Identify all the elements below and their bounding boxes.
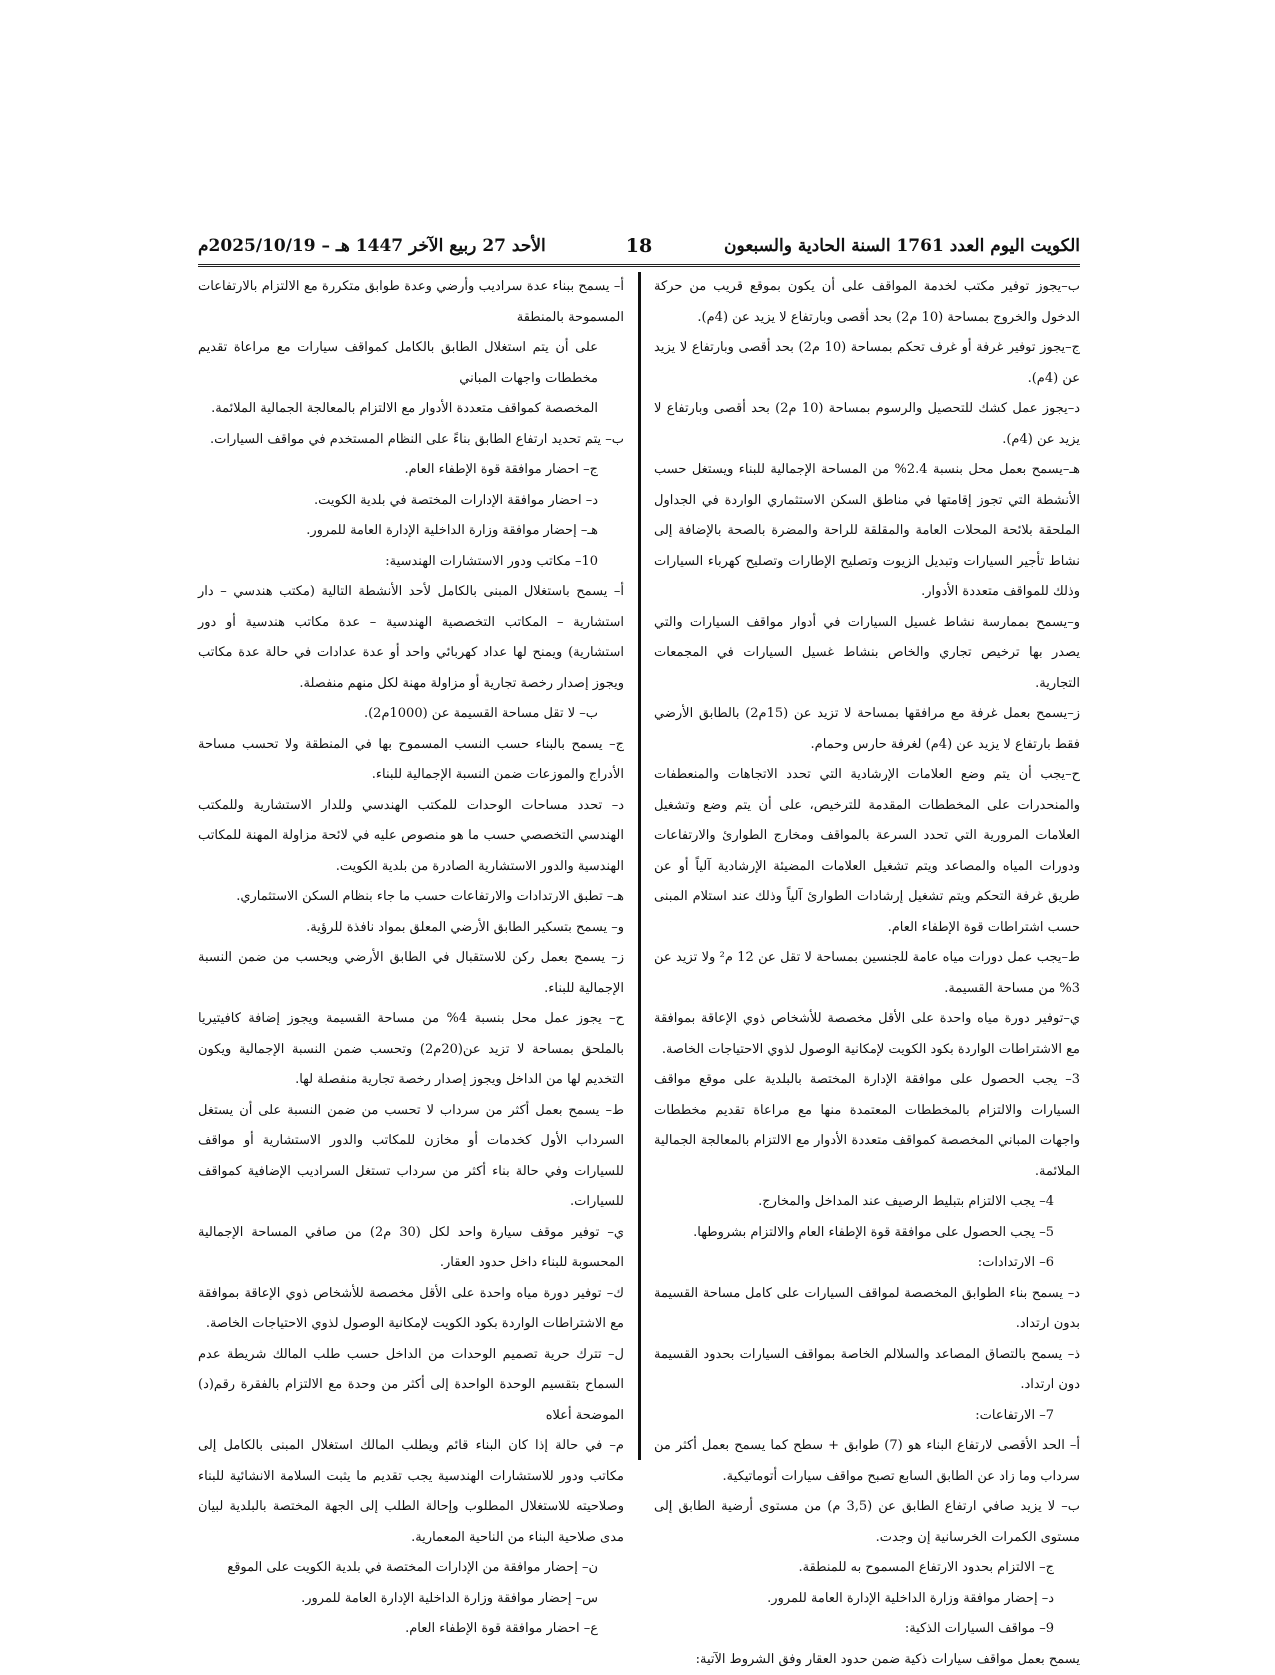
- gazette-issue: الكويت اليوم العدد 1761 السنة الحادية والسبعون: [700, 236, 1080, 256]
- paragraph: يسمح بعمل مواقف سيارات ذكية ضمن حدود العقار وفق الشروط الآتية:: [654, 1645, 1080, 1675]
- paragraph: و–يسمح بممارسة نشاط غسيل السيارات في أدوار مواقف السيارات والتي يصدر بها ترخيص تجاري والخاص بنشاط غسيل السيارات في المجمعات التجارية.: [654, 608, 1080, 700]
- paragraph: ل– تترك حرية تصميم الوحدات من الداخل حسب طلب المالك شريطة عدم السماح بتقسيم الوحدة الواحدة إلى أكثر من وحدة مع الالتزام بالفقرة رقم(د) الموضحة أعلاه: [198, 1340, 624, 1432]
- paragraph: أ– الحد الأقصى لارتفاع البناء هو (7) طوابق + سطح كما يسمح بعمل أكثر من سرداب وما زاد عن الطابق السابع تصبح مواقف سيارات أتوماتيكية.: [654, 1431, 1080, 1492]
- column-divider: [638, 272, 641, 1460]
- paragraph: ب– لا يزيد صافي ارتفاع الطابق عن (3,5 م) من مستوى أرضية الطابق إلى مستوى الكمرات الخرسانية إن وجدت.: [654, 1492, 1080, 1553]
- paragraph: ب–يجوز توفير مكتب لخدمة المواقف على أن يكون بموقع قريب من حركة الدخول والخروج بمساحة (10 م2) بحد أقصى وبارتفاع لا يزيد عن (4م).: [654, 272, 1080, 333]
- paragraph: ز–يسمح بعمل غرفة مع مرافقها بمساحة لا تزيد عن (15م2) بالطابق الأرضي فقط بارتفاع لا يزيد عن (4م) لغرفة حارس وحمام.: [654, 699, 1080, 760]
- paragraph: ب– يتم تحديد ارتفاع الطابق بناءً على النظام المستخدم في مواقف السيارات.: [198, 425, 624, 456]
- page-number: 18: [626, 235, 652, 257]
- left-column: [198, 272, 624, 1462]
- paragraph: م– في حالة إذا كان البناء قائم ويطلب المالك استغلال المبنى بالكامل إلى مكاتب ودور للاستشارات الهندسية يجب تقديم ما يثبت السلامة الانشائية للبناء وصلاحيته للاستغلال المطلوب وإحالة الطلب إلى الجهة المختصة بالبلدية لبيان مدى صلاحية البناء من الناحية المعمارية.: [198, 1431, 624, 1553]
- paragraph: ج– يسمح بالبناء حسب النسب المسموح بها في المنطقة ولا تحسب مساحة الأدراج والموزعات ضمن النسبة الإجمالية للبناء.: [198, 730, 624, 791]
- paragraph: ي–توفير دورة مياه واحدة على الأقل مخصصة للأشخاص ذوي الإعاقة بموافقة مع الاشتراطات الواردة بكود الكويت لإمكانية الوصول لذوي الاحتياجات الخاصة.: [654, 1004, 1080, 1065]
- paragraph: 3– يجب الحصول على موافقة الإدارة المختصة بالبلدية على موقع مواقف السيارات والالتزام بالمخططات المعتمدة منها مع مراعاة تقديم مخططات واجهات المباني المخصصة كمواقف متعددة الأدوار مع الالتزام بالمعالجة الجمالية الملائمة.: [654, 1065, 1080, 1187]
- paragraph: ج–يجوز توفير غرفة أو غرف تحكم بمساحة (10 م2) بحد أقصى وبارتفاع لا يزيد عن (4م).: [654, 333, 1080, 394]
- paragraph: ز– يسمح بعمل ركن للاستقبال في الطابق الأرضي ويحسب من ضمن النسبة الإجمالية للبناء.: [198, 943, 624, 1004]
- paragraph: ط–يجب عمل دورات مياه عامة للجنسين بمساحة لا تقل عن 12 م² ولا تزيد عن 3% من مساحة القسيمة.: [654, 943, 1080, 1004]
- paragraph: و– يسمح بتسكير الطابق الأرضي المعلق بمواد نافذة للرؤية.: [198, 913, 624, 944]
- paragraph: 4– يجب الالتزام بتبليط الرصيف عند المداخل والمخارج.: [654, 1187, 1080, 1218]
- paragraph: د– احضار موافقة الإدارات المختصة في بلدية الكويت.: [198, 486, 624, 517]
- paragraph: ج– احضار موافقة قوة الإطفاء العام.: [198, 455, 624, 486]
- paragraph: ك– توفير دورة مياه واحدة على الأقل مخصصة للأشخاص ذوي الإعاقة بموافقة مع الاشتراطات الواردة بكود الكويت لإمكانية الوصول لذوي الاحتياجات الخاصة.: [198, 1279, 624, 1340]
- paragraph: هـ–يسمح بعمل محل بنسبة 2.4% من المساحة الإجمالية للبناء ويستغل حسب الأنشطة التي تجوز إقامتها في مناطق السكن الاستثماري الواردة في الجداول الملحقة بلائحة المحلات العامة والمقلقة للراحة والمضرة بالصحة بالإضافة إلى نشاط تأجير السيارات وتبديل الزيوت وتصليح الإطارات وتصليح كهرباء السيارات وذلك للمواقف متعددة الأدوار.: [654, 455, 1080, 608]
- paragraph: ن– إحضار موافقة من الإدارات المختصة في بلدية الكويت على الموقع: [198, 1553, 624, 1584]
- paragraph: س– إحضار موافقة وزارة الداخلية الإدارة العامة للمرور.: [198, 1584, 624, 1615]
- paragraph: 5– يجب الحصول على موافقة قوة الإطفاء العام والالتزام بشروطها.: [654, 1218, 1080, 1249]
- body-columns: [198, 272, 1080, 1462]
- paragraph: ط– يسمح بعمل أكثر من سرداب لا تحسب من ضمن النسبة على أن يستغل السرداب الأول كخدمات أو مخازن للمكاتب والدور الاستشارية أو مواقف للسيارات وفي حالة بناء أكثر من سرداب تستغل السراديب الإضافية كمواقف للسيارات.: [198, 1096, 624, 1218]
- paragraph: على أن يتم استغلال الطابق بالكامل كمواقف سيارات مع مراعاة تقديم مخططات واجهات المباني: [198, 333, 624, 394]
- paragraph: هـ– إحضار موافقة وزارة الداخلية الإدارة العامة للمرور.: [198, 516, 624, 547]
- paragraph: ع– احضار موافقة قوة الإطفاء العام.: [198, 1614, 624, 1645]
- section-heading: 10– مكاتب ودور الاستشارات الهندسية:: [198, 547, 624, 578]
- paragraph: د– يسمح بناء الطوابق المخصصة لمواقف السيارات على كامل مساحة القسيمة بدون ارتداد.: [654, 1279, 1080, 1340]
- paragraph: ح– يجوز عمل محل بنسبة 4% من مساحة القسيمة ويجوز إضافة كافيتيريا بالملحق بمساحة لا تزيد عن(20م2) وتحسب ضمن النسبة الإجمالية ويكون التخديم لها من الداخل ويجوز إصدار رخصة تجارية منفصلة لها.: [198, 1004, 624, 1096]
- paragraph: د– تحدد مساحات الوحدات للمكتب الهندسي وللدار الاستشارية وللمكتب الهندسي التخصصي حسب ما هو منصوص عليه في لائحة مزاولة المهنة للمكاتب الهندسية والدور الاستشارية الصادرة من بلدية الكويت.: [198, 791, 624, 883]
- paragraph: ي– توفير موقف سيارة واحد لكل (30 م2) من صافي المساحة الإجمالية المحسوبة للبناء داخل حدود العقار.: [198, 1218, 624, 1279]
- paragraph: ذ– يسمح بالتصاق المصاعد والسلالم الخاصة بمواقف السيارات بحدود القسيمة دون ارتداد.: [654, 1340, 1080, 1401]
- paragraph: د– إحضار موافقة وزارة الداخلية الإدارة العامة للمرور.: [654, 1584, 1080, 1615]
- paragraph: أ– يسمح باستغلال المبنى بالكامل لأحد الأنشطة التالية (مكتب هندسي – دار استشارية – المكاتب التخصصية الهندسية – عدة مكاتب هندسية أو دور استشارية) ويمنح لها عداد كهربائي واحد أو عدة عدادات في حالة عدة مكاتب ويجوز إصدار رخصة تجارية أو مزاولة مهنة لكل منهم منفصلة.: [198, 577, 624, 699]
- paragraph: ح–يجب أن يتم وضع العلامات الإرشادية التي تحدد الاتجاهات والمنعطفات والمنحدرات على المخططات المقدمة للترخيص، على أن يتم وضع وتشغيل العلامات المرورية التي تحدد السرعة بالمواقف ومخارج الطوارئ والارتفاعات ودورات المياه والمصاعد ويتم تشغيل العلامات المضيئة الإرشادية آلياً أو عن طريق غرفة التحكم ويتم تشغيل إرشادات الطوارئ آلياً وذلك عند استلام المبنى حسب اشتراطات قوة الإطفاء العام.: [654, 760, 1080, 943]
- paragraph: المخصصة كمواقف متعددة الأدوار مع الالتزام بالمعالجة الجمالية الملائمة.: [198, 394, 624, 425]
- paragraph: أ– يسمح ببناء عدة سراديب وأرضي وعدة طوابق متكررة مع الالتزام بالارتفاعات المسموحة بالمنطقة: [198, 272, 624, 333]
- right-column: [654, 272, 1080, 1462]
- section-heading: 7– الارتفاعات:: [654, 1401, 1080, 1432]
- paragraph: هـ– تطبق الارتدادات والارتفاعات حسب ما جاء بنظام السكن الاستثماري.: [198, 882, 624, 913]
- paragraph: د–يجوز عمل كشك للتحصيل والرسوم بمساحة (10 م2) بحد أقصى وبارتفاع لا يزيد عن (4م).: [654, 394, 1080, 455]
- section-heading: 6– الارتدادات:: [654, 1248, 1080, 1279]
- page-header: [198, 228, 1080, 267]
- paragraph: ب– لا تقل مساحة القسيمة عن (1000م2).: [198, 699, 624, 730]
- paragraph: ج– الالتزام بحدود الارتفاع المسموح به للمنطقة.: [654, 1553, 1080, 1584]
- section-heading: 9– مواقف السيارات الذكية:: [654, 1614, 1080, 1645]
- issue-date: الأحد 27 ربيع الآخر 1447 هـ – 2025/10/19م: [198, 236, 578, 256]
